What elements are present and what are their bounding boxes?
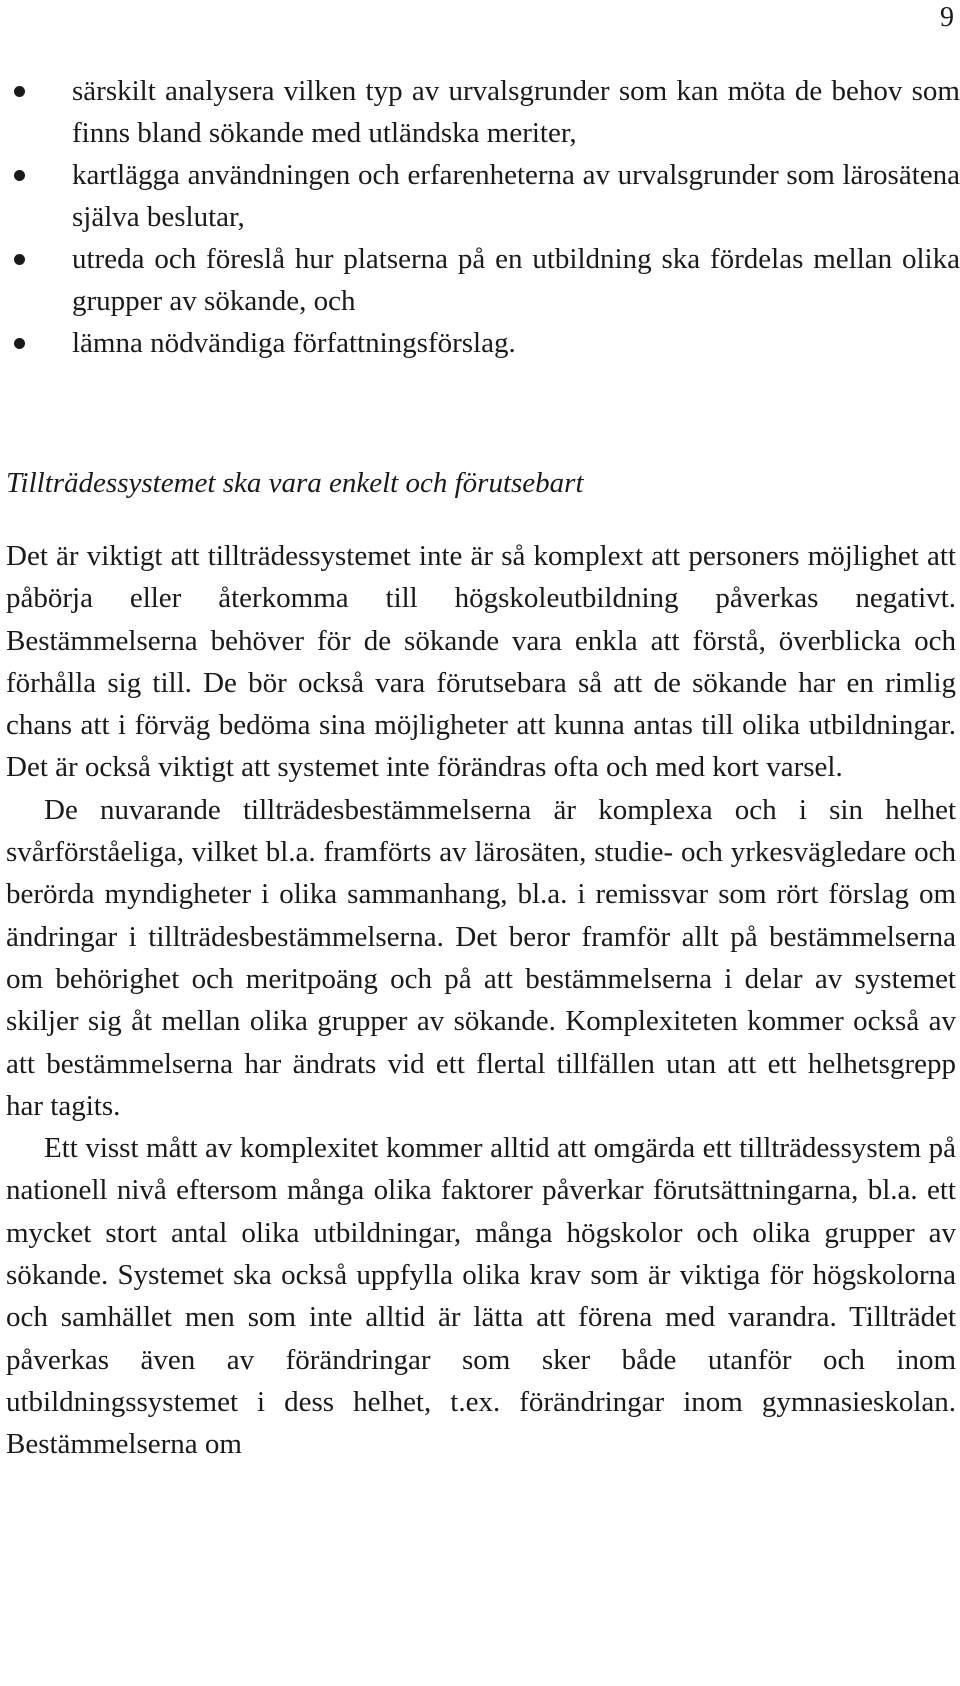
bullet-icon bbox=[14, 170, 25, 181]
section-heading: Tillträdessystemet ska vara enkelt och förutsebart bbox=[6, 467, 584, 499]
bullet-icon bbox=[14, 338, 25, 349]
paragraph: Ett visst mått av komplexitet kommer alltid att omgärda ett tillträdessystem på nationell nivå eftersom många olika faktorer påverkar förutsättningarna, bl.a. ett mycket stort antal olika utbildningar, många högskolor och olika grupper av sökande. Systemet ska också uppfylla olika krav som är viktiga för högskolorna och samhället men som inte alltid är lätta att förena med varandra. Tillträdet påverkas även av förändringar som sker både utanför och inom utbildningssystemet i dess helhet, t.ex. förändringar inom gymnasieskolan. Bestämmelserna om bbox=[6, 1132, 956, 1461]
bullet-text: särskilt analysera vilken typ av urvalsgrunder som kan möta de behov som finns bland sökande med utländska meriter, bbox=[72, 75, 960, 149]
bullet-text: kartlägga användningen och erfarenheterna av urvalsgrunder som lärosätena själva beslutar, bbox=[72, 159, 960, 233]
bullet-item bbox=[6, 238, 960, 322]
bullet-icon bbox=[14, 254, 25, 265]
paragraph: Det är viktigt att tillträdessystemet inte är så komplext att personers möjlighet att påbörja eller återkomma till högskoleutbildning påverkas negativt. Bestämmelserna behöver för de sökande vara enkla att förstå, överblicka och förhålla sig till. De bör också vara förutsebara så att de sökande har en rimlig chans att i förväg bedöma sina möjligheter att kunna antas till olika utbildningar. Det är också viktigt att systemet inte förändras ofta och med kort varsel. bbox=[6, 540, 956, 784]
bullet-item bbox=[6, 70, 960, 154]
bullet-icon bbox=[14, 86, 25, 97]
page-number: 9 bbox=[940, 2, 954, 33]
bullet-item bbox=[6, 154, 960, 238]
bullet-item bbox=[6, 322, 960, 364]
bullet-text: lämna nödvändiga författningsförslag. bbox=[72, 327, 516, 359]
bullet-list bbox=[6, 70, 960, 364]
paragraph: De nuvarande tillträdesbestämmelserna är komplexa och i sin helhet svårförståeliga, vilket bl.a. framförts av lärosäten, studie- och yrkesvägledare och berörda myndigheter i olika sammanhang, bl.a. i remissvar som rört förslag om ändringar i tillträdesbestämmelserna. Det beror framför allt på bestämmelserna om behörighet och meritpoäng och på att bestämmelserna i delar av systemet skiljer sig åt mellan olika grupper av sökande. Komplexiteten kommer också av att bestämmelserna har ändrats vid ett flertal tillfällen utan att ett helhetsgrepp har tagits. bbox=[6, 793, 956, 1122]
bullet-text: utreda och föreslå hur platserna på en utbildning ska fördelas mellan olika grupper av sökande, och bbox=[72, 243, 960, 317]
body-text bbox=[6, 535, 956, 1466]
